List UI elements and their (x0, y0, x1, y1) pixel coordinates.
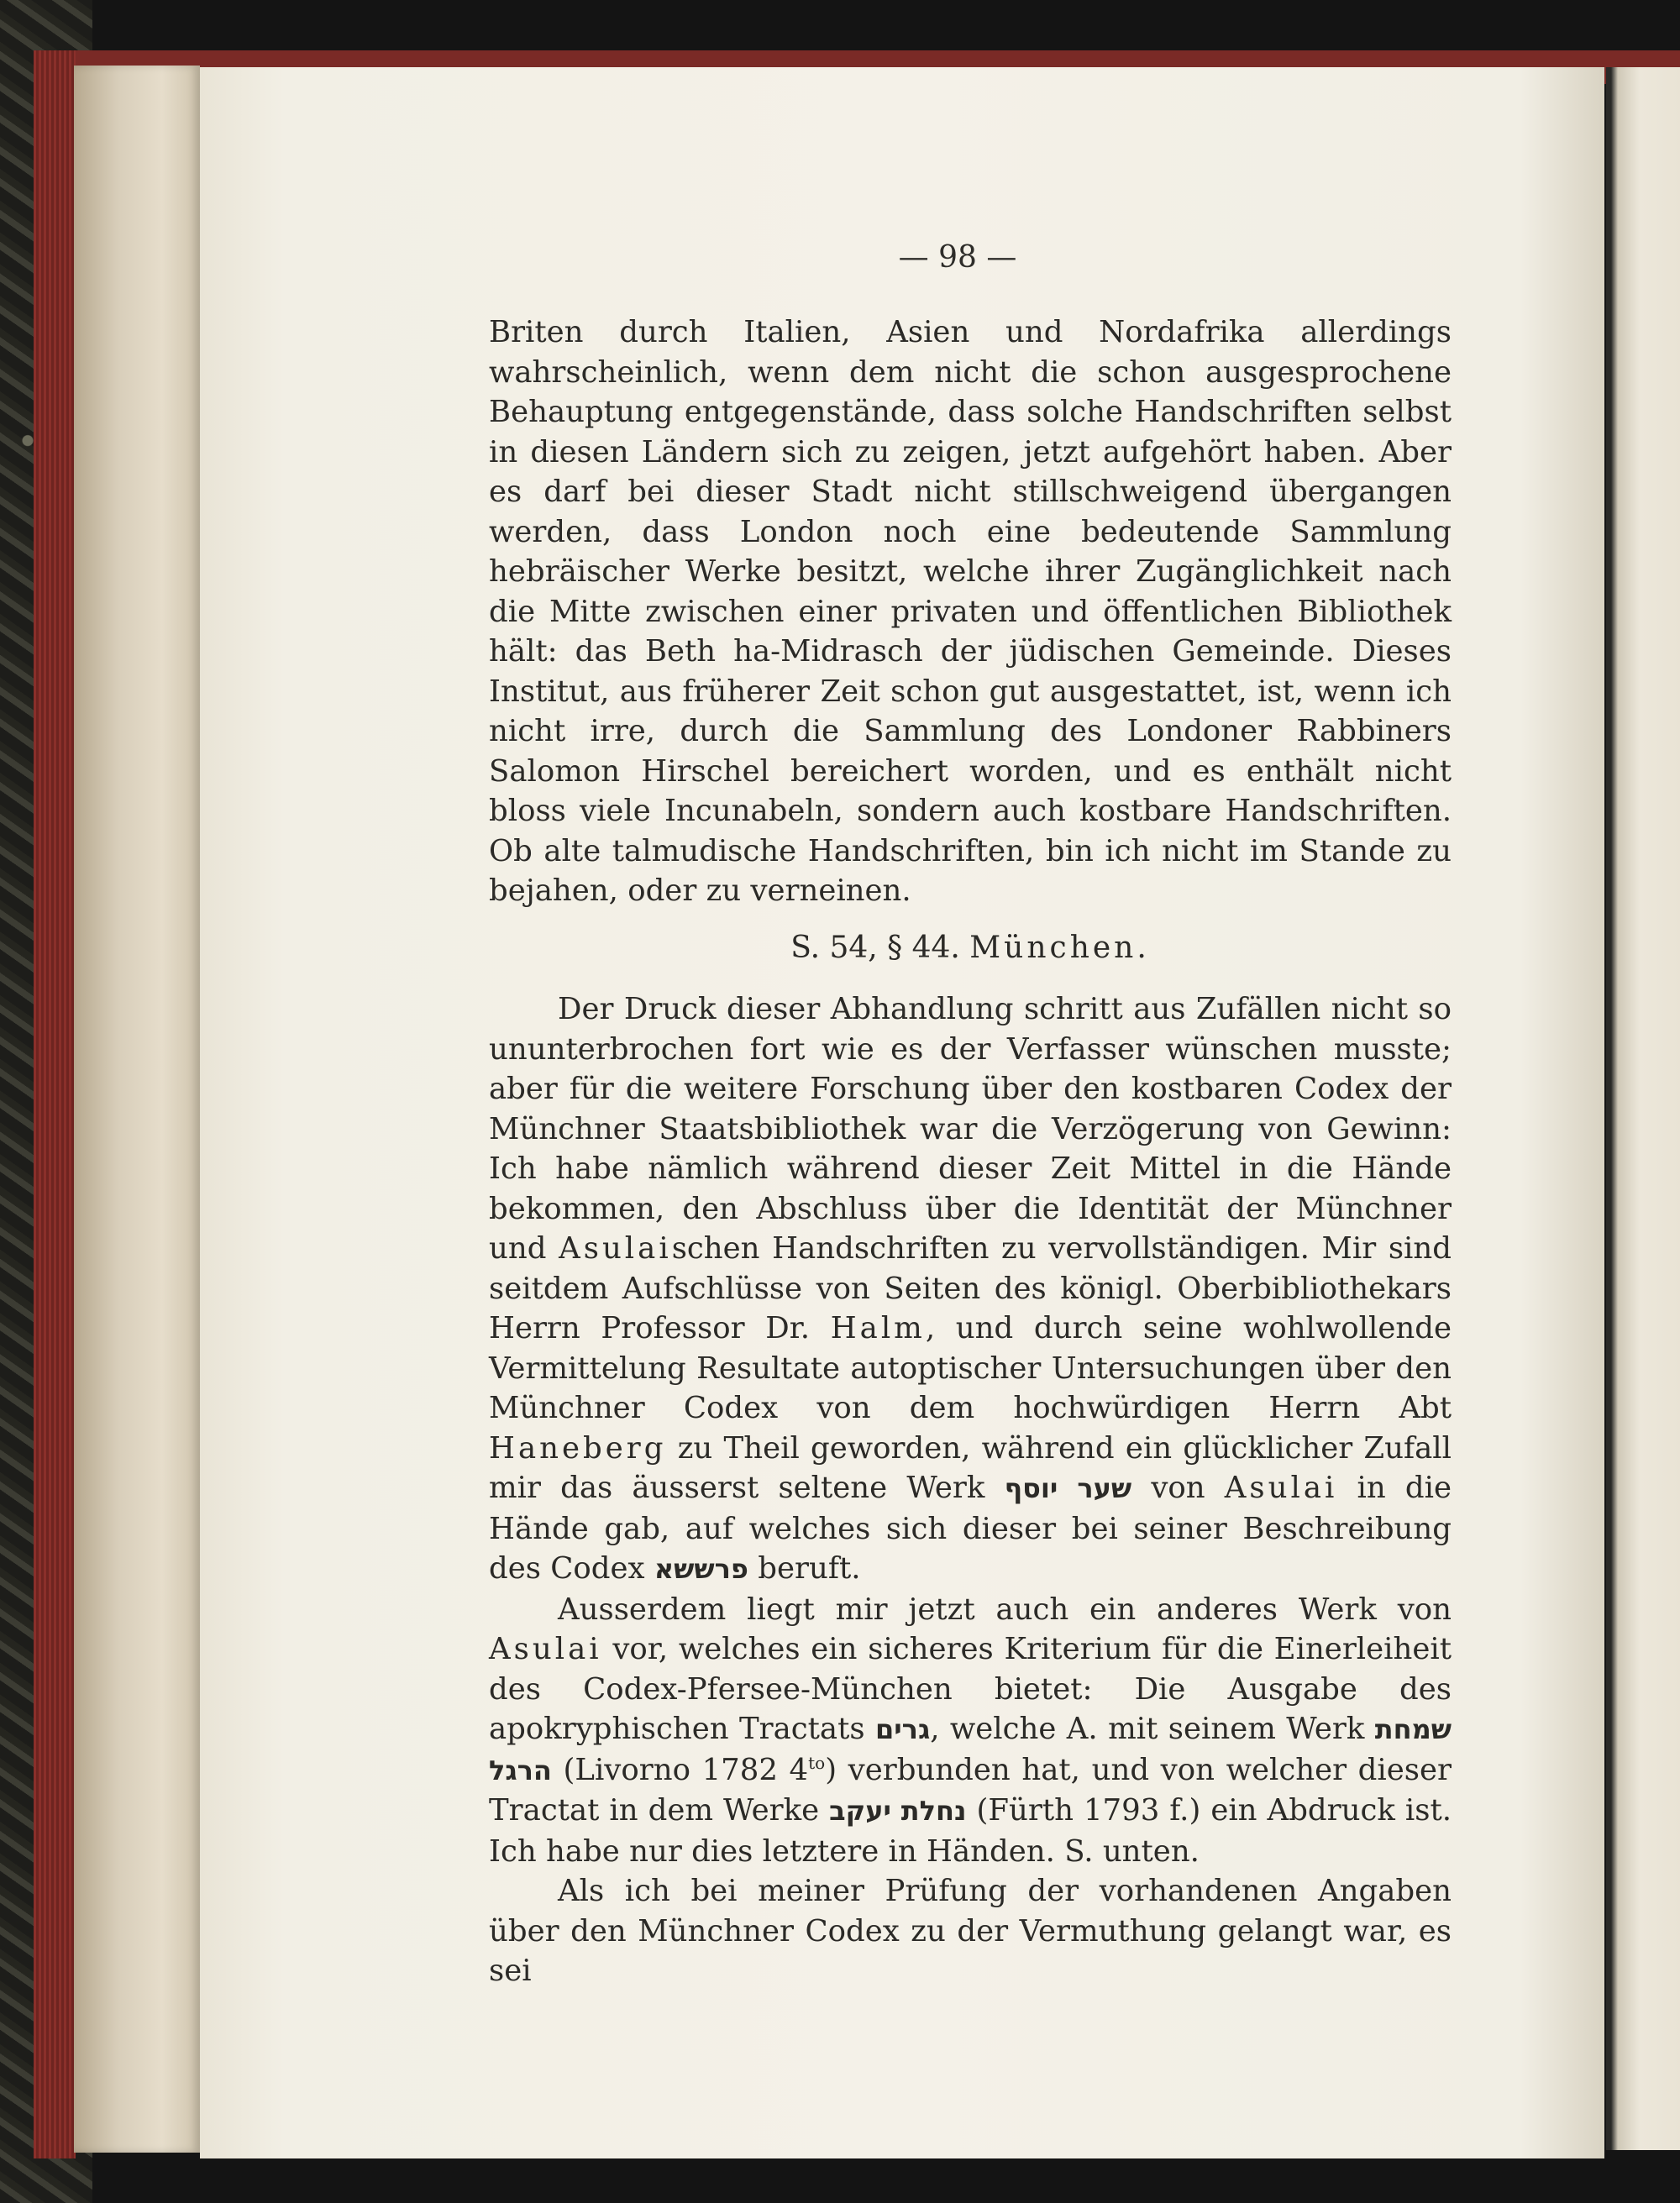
book-spine-edge-left (34, 50, 76, 2158)
hebrew-codex-name: פרששא (654, 1553, 748, 1585)
facing-page-edge (1606, 67, 1680, 2150)
paragraph-2-text-b: vor, welches ein sicheres Kriterium für die Einerleiheit des Codex-Pfersee-München bietet: Die Ausgabe des apokryphischen Tractats (489, 1632, 1452, 1746)
continuation-block (489, 312, 1452, 911)
hebrew-title-simchat-haregel: שמחת הרגל (489, 1713, 1452, 1786)
paragraph-1-text-f: in die Hände gab, auf welches sich dieser bei seiner Beschreibung des Codex (489, 1471, 1452, 1586)
paragraph-1-text-a: Der Druck dieser Abhandlung schritt aus Zufällen nicht so ununterbrochen fort wie es der Verfasser wünschen musste; aber für die weitere Forschung über den kostbaren Codex der Münchner Staatsbibliothek war die Verzögerung von Gewinn: Ich habe nämlich während dieser Zeit Mittel in die Hände bekommen, den Abschluss über die Identität der Münchner und (489, 992, 1452, 1266)
name-asulai: Asulai (489, 1632, 602, 1666)
paragraph-2-text-e: ) verbunden hat, und von welcher dieser Tractat in dem Werke (489, 1752, 1452, 1828)
continuation-paragraph: Briten durch Italien, Asien und Nordafrika allerdings wahrscheinlich, wenn dem nicht die schon ausgesprochene Behauptung entgegenstände, dass solche Handschriften selbst in diesen Ländern sich zu zeigen, jetzt aufgehört haben. Aber es darf bei dieser Stadt nicht stillschweigend übergangen werden, dass London noch eine bedeutende Sammlung hebräischer Werke besitzt, welche ihrer Zugänglichkeit nach die Mitte zwischen einer privaten und öffentlichen Bibliothek hält: das Beth ha-Midrasch der jüdischen Gemeinde. Dieses Institut, aus früherer Zeit schon gut ausgestattet, ist, wenn ich nicht irre, durch die Sammlung des Londoner Rabbiners Salomon Hirschel bereichert worden, und es enthält nicht bloss viele Incunabeln, sondern auch kostbare Handschriften. Ob alte talmudische Handschriften, bin ich nicht im Stande zu bejahen, oder zu verneinen. (489, 315, 1452, 908)
page-stack-edge (74, 66, 200, 2153)
paragraph-2-text-c: , welche A. mit seinem Werk (930, 1712, 1365, 1746)
section-ref: S. 54, § 44. (790, 931, 960, 965)
paragraph-2-text-a: Ausserdem liegt mir jetzt auch ein anderes Werk von (558, 1592, 1452, 1627)
paragraph-3: Als ich bei meiner Prüfung der vorhandenen Angaben über den Münchner Codex zu der Vermuthung gelangt war, es sei (489, 1874, 1452, 1988)
hebrew-title-shaar-yosef: שער יוסף (1004, 1472, 1132, 1504)
paragraph-2-text-f: (Fürth 1793 f.) ein Abdruck ist. Ich habe nur dies letztere in Händen. S. unten. (489, 1793, 1452, 1869)
paragraph-1 (489, 989, 1452, 1590)
hebrew-tractate-gerim: גרים (874, 1713, 931, 1745)
section-title: München. (969, 931, 1150, 965)
name-asulai: Asulai (559, 1231, 672, 1266)
section-heading (489, 931, 1452, 965)
section-body (489, 989, 1452, 1991)
name-asulai: Asulai (1224, 1471, 1338, 1505)
paragraph-2 (489, 1590, 1452, 1872)
name-haneberg: Haneberg (489, 1430, 667, 1466)
paragraph-1-text-g: beruft. (758, 1551, 861, 1586)
paragraph-1-text-e: von (1151, 1471, 1205, 1505)
paragraph-1-text-d: zu Theil geworden, während ein glücklicher Zufall mir das äusserst seltene Werk (489, 1430, 1452, 1505)
paragraph-1-text-b: schen Handschriften zu vervollständigen. Mir sind seitdem Aufschlüsse von Seiten des königl. Oberbibliothekars Herrn Professor Dr. (489, 1231, 1452, 1345)
page-number: — 98 — (898, 240, 1017, 275)
name-halm: Halm (830, 1311, 926, 1345)
paragraph-2-text-d: (Livorno 1782 4 (563, 1752, 809, 1787)
format-superscript: to (808, 1752, 826, 1773)
paragraph-1-text-c: , und durch seine wohlwollende Vermittelung Resultate autoptischer Untersuchungen über den Münchner Codex von dem hochwürdigen Herrn Abt (489, 1311, 1452, 1425)
hebrew-title-nachalat-yaakov: נחלת יעקב (829, 1795, 967, 1827)
